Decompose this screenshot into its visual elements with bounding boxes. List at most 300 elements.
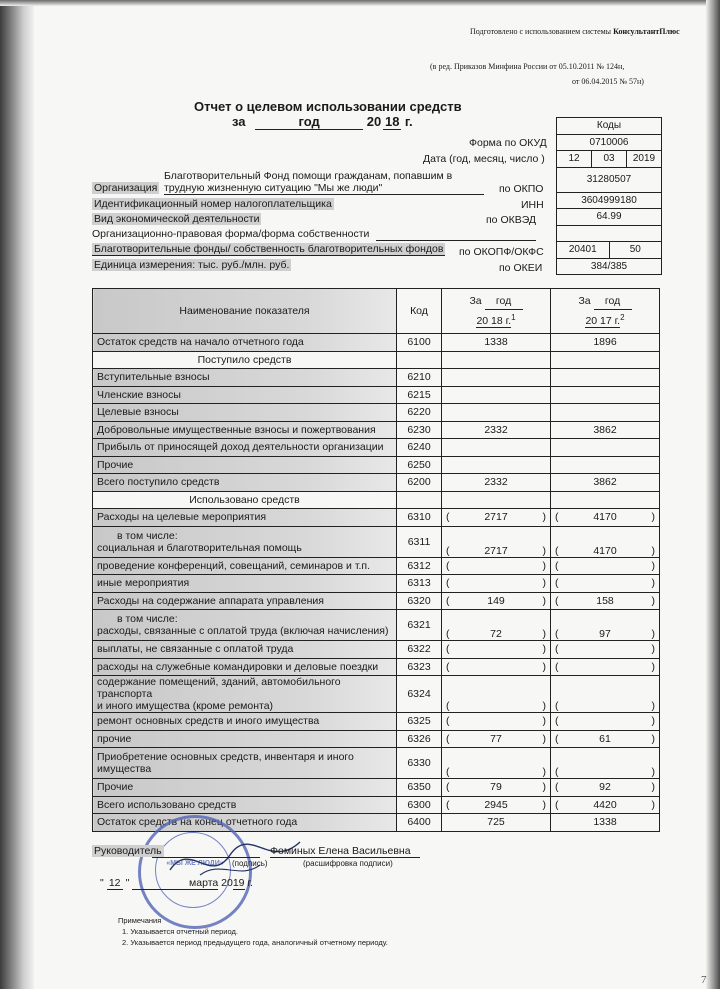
value-previous — [551, 730, 660, 748]
paren-close: ) — [651, 715, 655, 728]
value-text: 92 — [599, 781, 611, 794]
value-previous — [551, 713, 660, 731]
row-name — [93, 526, 397, 557]
value-text: 79 — [490, 781, 502, 794]
row-name-line1: Приобретение основных средств, инвентаря и иного — [97, 751, 354, 763]
paren-wrap — [555, 781, 655, 793]
empty-cell — [397, 351, 442, 369]
value-current — [442, 404, 551, 422]
row-code: 6323 — [397, 658, 442, 676]
col-previous-header — [551, 289, 660, 334]
paren-wrap — [555, 577, 655, 589]
head-name: Фоминых Елена Васильевна — [270, 845, 420, 858]
period-g: г. — [404, 114, 413, 129]
row-name: расходы на служебные командировки и деловые поездки — [93, 658, 397, 676]
legal-form-underline — [376, 240, 536, 241]
paren-close: ) — [542, 715, 546, 728]
value-previous — [551, 386, 660, 404]
row-name-line2: и иного имущества (кроме ремонта) — [97, 700, 274, 712]
value-text: 4420 — [593, 798, 617, 811]
paren-wrap — [555, 700, 655, 712]
scan-shadow-right — [706, 0, 720, 989]
empty-cell — [551, 491, 660, 509]
table-row — [93, 386, 660, 404]
signature-caption: (подпись) — [232, 859, 268, 868]
value-previous: 1896 — [551, 334, 660, 352]
row-name: проведение конференций, совещаний, семинаров и т.п. — [93, 557, 397, 575]
paren-open: ( — [446, 700, 450, 712]
paren-open: ( — [446, 643, 450, 656]
row-code: 6321 — [397, 610, 442, 641]
codes-heading: Коды — [596, 120, 622, 132]
row-name: Прочие — [93, 779, 397, 797]
value-text: 2717 — [484, 511, 508, 524]
legal-form-label: Организационно-правовая форма/форма собственности — [92, 228, 370, 240]
value-previous: 3862 — [551, 474, 660, 492]
value-current — [442, 369, 551, 387]
okfs-value: 50 — [609, 242, 662, 258]
paren-open: ( — [446, 511, 450, 524]
value-current — [442, 676, 551, 713]
org-name-line2: трудную жизненную ситуацию "Мы же люди" — [164, 182, 484, 195]
value-current — [442, 610, 551, 641]
paren-close: ) — [542, 660, 546, 673]
paren-open: ( — [555, 544, 559, 557]
paren-open: ( — [446, 781, 450, 794]
table-header-row — [93, 289, 660, 334]
row-code: 6326 — [397, 730, 442, 748]
signature-line — [152, 857, 260, 858]
paren-open: ( — [555, 798, 559, 811]
table-row — [93, 658, 660, 676]
sign-date-year: 19 — [232, 877, 245, 889]
col-name-header: Наименование показателя — [93, 289, 397, 334]
sign-date — [100, 877, 253, 890]
paren-wrap — [555, 560, 655, 572]
edition-line-1: (в ред. Приказов Минфина России от 05.10.2011 № 124н, — [430, 62, 625, 71]
paren-close: ) — [542, 643, 546, 656]
row-code: 6325 — [397, 713, 442, 731]
value-current — [442, 713, 551, 731]
table-row — [93, 334, 660, 352]
row-code: 6322 — [397, 641, 442, 659]
paren-close: ) — [542, 766, 546, 778]
row-code: 6313 — [397, 575, 442, 593]
okopf-value: 20401 — [568, 244, 597, 256]
okpo-label: по ОКПО — [499, 183, 544, 195]
unit-label: Единица измерения: тыс. руб./млн. руб. — [94, 259, 290, 271]
row-name: ремонт основных средств и иного имущества — [93, 713, 397, 731]
col-current-header — [442, 289, 551, 334]
paren-open: ( — [555, 628, 559, 640]
paren-close: ) — [542, 628, 546, 640]
value-current: 2332 — [442, 474, 551, 492]
paren-close: ) — [542, 798, 546, 811]
period-za: за — [232, 114, 246, 129]
row-code: 6215 — [397, 386, 442, 404]
value-previous — [551, 658, 660, 676]
value-current — [442, 456, 551, 474]
notes-title: Примечания — [118, 916, 162, 925]
value-previous — [551, 509, 660, 527]
okopf-label: по ОКОПФ/ОКФС — [459, 246, 544, 258]
paren-open: ( — [555, 660, 559, 673]
section-title: Использовано средств — [93, 491, 397, 509]
row-name: Всего поступило средств — [93, 474, 397, 492]
row-name: Расходы на содержание аппарата управления — [93, 592, 397, 610]
row-name — [93, 610, 397, 641]
paren-wrap — [446, 766, 546, 778]
paren-wrap — [555, 766, 655, 778]
row-code: 6200 — [397, 474, 442, 492]
row-code: 6320 — [397, 592, 442, 610]
scan-shadow-top — [0, 0, 720, 6]
sign-date-month: марта — [132, 877, 218, 890]
date-year: 2019 — [626, 151, 661, 167]
paren-wrap — [555, 799, 655, 811]
value-current — [442, 509, 551, 527]
sign-date-year-prefix: 20 — [221, 877, 233, 889]
paren-wrap — [555, 511, 655, 523]
paren-open: ( — [555, 715, 559, 728]
paren-close: ) — [651, 766, 655, 778]
table-row — [93, 474, 660, 492]
paren-close: ) — [651, 544, 655, 557]
value-current — [442, 526, 551, 557]
row-name-line2: имущества — [97, 763, 152, 775]
value-previous — [551, 557, 660, 575]
row-code: 6350 — [397, 779, 442, 797]
value-text: 97 — [599, 628, 611, 640]
table-row — [93, 421, 660, 439]
value-current — [442, 748, 551, 779]
section-row — [93, 351, 660, 369]
value-current — [442, 592, 551, 610]
okei-label: по ОКЕИ — [499, 262, 543, 274]
head-label: Руководитель — [94, 845, 162, 857]
paren-wrap — [446, 799, 546, 811]
row-name — [93, 676, 397, 713]
value-previous — [551, 439, 660, 457]
value-previous — [551, 369, 660, 387]
legal-form-value: Благотворительные фонды/ собственность благотворительных фондов — [94, 243, 444, 255]
row-name: прочие — [93, 730, 397, 748]
okved-label: по ОКВЭД — [486, 214, 537, 226]
note-1: 1. Указывается отчетный период. — [122, 927, 238, 936]
value-previous — [551, 575, 660, 593]
paren-wrap — [446, 545, 546, 557]
row-code: 6310 — [397, 509, 442, 527]
row-code: 6400 — [397, 814, 442, 832]
row-name-line2: расходы, связанные с оплатой труда (включая начисления) — [97, 625, 389, 637]
table-row — [93, 730, 660, 748]
cur-za: За — [469, 294, 482, 307]
period-year-prefix: 20 — [366, 114, 382, 129]
value-previous — [551, 796, 660, 814]
value-previous — [551, 592, 660, 610]
paren-close: ) — [651, 732, 655, 745]
row-name: иные мероприятия — [93, 575, 397, 593]
paren-close: ) — [542, 511, 546, 524]
value-text: 77 — [490, 732, 502, 745]
row-name-line1: содержание помещений, зданий, автомобильного транспорта — [97, 676, 341, 700]
table-row — [93, 575, 660, 593]
prepared-by-text: Подготовлено с использованием системы — [470, 27, 612, 36]
value-current — [442, 575, 551, 593]
row-name-line2: социальная и благотворительная помощь — [97, 541, 302, 554]
report-period — [232, 114, 432, 130]
row-name: Остаток средств на конец отчетного года — [93, 814, 397, 832]
paren-open: ( — [446, 732, 450, 745]
paren-wrap — [555, 733, 655, 745]
row-code: 6311 — [397, 526, 442, 557]
table-row — [93, 404, 660, 422]
paren-open: ( — [446, 660, 450, 673]
paren-open: ( — [555, 559, 559, 572]
prev-footnote: 2 — [620, 312, 625, 322]
row-code: 6230 — [397, 421, 442, 439]
empty-cell — [397, 491, 442, 509]
paren-wrap — [446, 700, 546, 712]
value-current: 725 — [442, 814, 551, 832]
date-label: Дата (год, месяц, число ) — [423, 153, 545, 165]
empty-cell — [442, 351, 551, 369]
paren-wrap — [555, 715, 655, 727]
paren-close: ) — [651, 643, 655, 656]
table-row — [93, 369, 660, 387]
value-previous — [551, 456, 660, 474]
paren-open: ( — [555, 511, 559, 524]
value-previous — [551, 676, 660, 713]
paren-wrap — [555, 628, 655, 640]
paren-close: ) — [651, 798, 655, 811]
date-month: 03 — [591, 151, 626, 167]
empty-cell — [551, 351, 660, 369]
paren-wrap — [446, 661, 546, 673]
table-row — [93, 641, 660, 659]
paren-close: ) — [542, 781, 546, 794]
row-name: Всего использовано средств — [93, 796, 397, 814]
prev-year: 20 17 г. — [585, 315, 621, 328]
okud-label: Форма по ОКУД — [469, 137, 547, 149]
okved-value: 64.99 — [557, 208, 661, 225]
decode-caption: (расшифровка подписи) — [303, 859, 393, 868]
value-text: 2945 — [484, 798, 508, 811]
paren-wrap — [446, 643, 546, 655]
row-name — [93, 748, 397, 779]
row-code: 6324 — [397, 676, 442, 713]
value-current: 1338 — [442, 334, 551, 352]
paren-wrap — [446, 781, 546, 793]
value-previous — [551, 610, 660, 641]
prepared-note — [470, 27, 680, 36]
date-quote-open: " — [100, 877, 104, 889]
inn-label: ИНН — [521, 199, 544, 211]
paren-open: ( — [446, 544, 450, 557]
okpo-value: 31280507 — [557, 167, 661, 192]
paren-open: ( — [555, 781, 559, 794]
table-row — [93, 439, 660, 457]
empty-cell — [442, 491, 551, 509]
paren-close: ) — [651, 577, 655, 590]
row-code: 6100 — [397, 334, 442, 352]
paren-wrap — [555, 595, 655, 607]
table-row — [93, 526, 660, 557]
prev-za: За — [578, 294, 591, 307]
table-row — [93, 557, 660, 575]
prev-god: год — [594, 293, 632, 310]
value-text: 149 — [487, 594, 505, 607]
blank-code-row — [557, 225, 661, 242]
paren-open: ( — [446, 715, 450, 728]
paren-wrap — [555, 545, 655, 557]
org-label: Организация — [94, 182, 158, 194]
paren-wrap — [446, 715, 546, 727]
value-current — [442, 658, 551, 676]
report-title: Отчет о целевом использовании средств — [194, 99, 462, 114]
paren-wrap — [446, 560, 546, 572]
value-current: 2332 — [442, 421, 551, 439]
paren-open: ( — [446, 559, 450, 572]
paren-wrap — [446, 595, 546, 607]
value-text: 158 — [596, 594, 614, 607]
value-previous — [551, 404, 660, 422]
value-previous: 3862 — [551, 421, 660, 439]
org-name-line1: Благотворительный Фонд помощи гражданам, попавшим в — [164, 170, 453, 182]
section-title: Поступило средств — [93, 351, 397, 369]
value-text: 4170 — [593, 511, 617, 524]
table-row — [93, 509, 660, 527]
paren-close: ) — [651, 781, 655, 794]
paren-wrap — [446, 577, 546, 589]
paren-close: ) — [651, 559, 655, 572]
paren-close: ) — [542, 732, 546, 745]
table-row — [93, 592, 660, 610]
row-name-line1: в том числе: — [117, 613, 178, 625]
value-text: 72 — [490, 628, 502, 640]
table-row — [93, 796, 660, 814]
paren-close: ) — [651, 511, 655, 524]
value-current — [442, 730, 551, 748]
row-code: 6240 — [397, 439, 442, 457]
okud-value: 0710006 — [557, 134, 661, 151]
value-previous — [551, 641, 660, 659]
cur-footnote: 1 — [511, 312, 516, 322]
paren-close: ) — [651, 660, 655, 673]
cur-god: год — [485, 293, 523, 310]
paren-open: ( — [555, 594, 559, 607]
table-row — [93, 456, 660, 474]
row-code: 6250 — [397, 456, 442, 474]
table-row — [93, 713, 660, 731]
paren-close: ) — [542, 577, 546, 590]
okopf-values — [557, 241, 661, 258]
row-name: Добровольные имущественные взносы и пожертвования — [93, 421, 397, 439]
paren-close: ) — [651, 628, 655, 640]
paren-close: ) — [651, 594, 655, 607]
table-row — [93, 676, 660, 713]
codes-box — [556, 117, 662, 275]
inn-value: 3604999180 — [557, 192, 661, 209]
paren-close: ) — [542, 544, 546, 557]
row-name-line1: в том числе: — [117, 529, 178, 542]
period-year: 18 — [385, 114, 400, 129]
paren-open: ( — [446, 798, 450, 811]
value-current — [442, 386, 551, 404]
date-values — [557, 150, 661, 167]
inn-label-full: Идентификационный номер налогоплательщика — [94, 198, 332, 210]
paren-open: ( — [446, 766, 450, 778]
paren-open: ( — [555, 700, 559, 712]
row-code: 6220 — [397, 404, 442, 422]
row-code: 6300 — [397, 796, 442, 814]
value-current — [442, 779, 551, 797]
sign-date-g: г. — [247, 877, 253, 889]
paren-wrap — [446, 733, 546, 745]
paren-wrap — [555, 661, 655, 673]
paren-open: ( — [446, 594, 450, 607]
row-name: Членские взносы — [93, 386, 397, 404]
value-current — [442, 796, 551, 814]
paren-open: ( — [446, 628, 450, 640]
value-text: 61 — [599, 732, 611, 745]
value-text: 2717 — [484, 544, 508, 557]
row-code: 6330 — [397, 748, 442, 779]
row-name: выплаты, не связанные с оплатой труда — [93, 641, 397, 659]
paren-open: ( — [555, 577, 559, 590]
row-name: Прочие — [93, 456, 397, 474]
table-row — [93, 779, 660, 797]
report-table — [92, 288, 660, 832]
paren-open: ( — [555, 766, 559, 778]
value-current — [442, 439, 551, 457]
value-previous: 1338 — [551, 814, 660, 832]
col-code-header: Код — [397, 289, 442, 334]
value-current — [442, 641, 551, 659]
paren-close: ) — [651, 700, 655, 712]
section-row — [93, 491, 660, 509]
edition-line-2: от 06.04.2015 № 57н) — [572, 77, 644, 86]
value-text: 4170 — [593, 544, 617, 557]
row-code: 6312 — [397, 557, 442, 575]
date-quote-close: " — [125, 877, 130, 889]
table-row — [93, 748, 660, 779]
activity-label: Вид экономической деятельности — [94, 213, 260, 225]
row-name: Прибыль от приносящей доход деятельности организации — [93, 439, 397, 457]
sign-date-day: 12 — [107, 877, 123, 890]
value-previous — [551, 779, 660, 797]
period-word: год — [255, 114, 363, 130]
note-2: 2. Указывается период предыдущего года, аналогичный отчетному периоду. — [122, 938, 388, 947]
row-name: Целевые взносы — [93, 404, 397, 422]
row-code: 6210 — [397, 369, 442, 387]
table-row — [93, 610, 660, 641]
paren-close: ) — [542, 559, 546, 572]
system-name: КонсультантПлюс — [613, 27, 680, 36]
okei-value: 384/385 — [557, 258, 661, 275]
paren-wrap — [446, 628, 546, 640]
paren-open: ( — [446, 577, 450, 590]
value-current — [442, 557, 551, 575]
value-previous — [551, 748, 660, 779]
row-name: Остаток средств на начало отчетного года — [93, 334, 397, 352]
paren-wrap — [555, 643, 655, 655]
paren-close: ) — [542, 700, 546, 712]
value-previous — [551, 526, 660, 557]
paren-wrap — [446, 511, 546, 523]
row-name: Вступительные взносы — [93, 369, 397, 387]
cur-year: 20 18 г. — [476, 315, 512, 328]
